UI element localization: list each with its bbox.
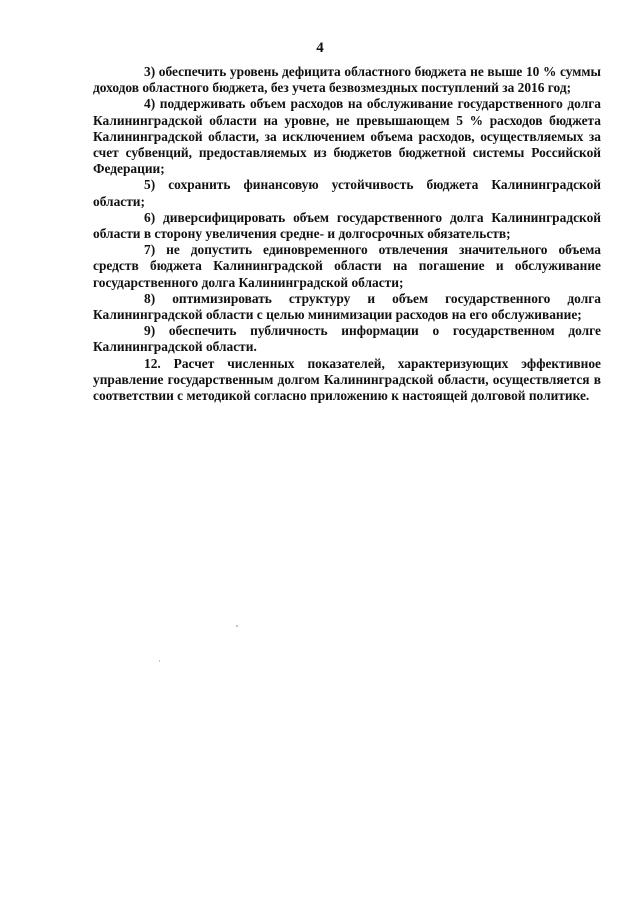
scan-speck bbox=[159, 660, 160, 662]
page-number: 4 bbox=[316, 40, 324, 56]
paragraph-item-8: 8) оптимизировать структуру и объем государственного долга Калининградской области с целью минимизации расходов на его обслуживание; bbox=[93, 290, 601, 323]
document-body bbox=[93, 64, 601, 404]
paragraph-section-12: 12. Расчет численных показателей, характеризующих эффективное управление государственным долгом Калининградской области, осуществляется в соответствии с методикой согласно приложению к настоящей долговой политике. bbox=[93, 355, 601, 404]
paragraph-item-7: 7) не допустить единовременного отвлечения значительного объема средств бюджета Калининградской области на погашение и обслуживание государственного долга Калининградской области; bbox=[93, 242, 601, 290]
paragraph-item-3: 3) обеспечить уровень дефицита областного бюджета не выше 10 % суммы доходов областного бюджета, без учета безвозмездных поступлений за 2016 год; bbox=[93, 64, 601, 96]
paragraph-item-9: 9) обеспечить публичность информации о государственном долге Калининградской области. bbox=[93, 323, 601, 355]
paragraph-item-6: 6) диверсифицировать объем государственного долга Калининградской области в сторону увеличения средне- и долгосрочных обязательств; bbox=[93, 209, 601, 242]
scan-speck bbox=[236, 625, 238, 627]
paragraph-item-5: 5) сохранить финансовую устойчивость бюджета Калининградской области; bbox=[93, 177, 601, 209]
paragraph-item-4: 4) поддерживать объем расходов на обслуживание государственного долга Калининградской области на уровне, не превышающем 5 % расходов бюджета Калининградской области, за исключением объема расходов, осуществляемых за счет субвенций, предоставляемых из бюджетов бюджетной системы Российской Федерации; bbox=[93, 96, 601, 177]
